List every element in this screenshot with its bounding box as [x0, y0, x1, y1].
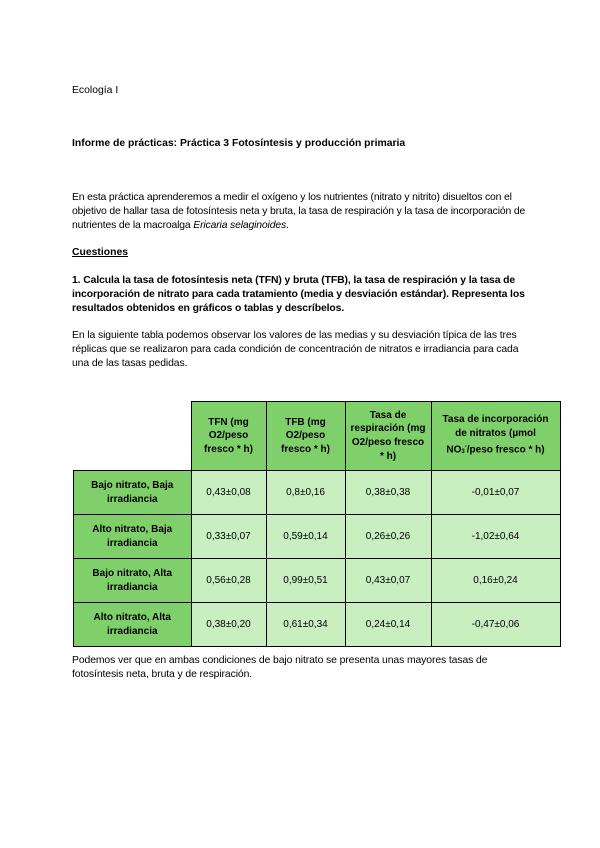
- results-table: [73, 401, 561, 647]
- cell-nitrate-uptake: 0,16±0,24: [431, 559, 560, 603]
- cell-tfb: 0,8±0,16: [266, 471, 345, 515]
- report-title: Informe de prácticas: Práctica 3 Fotosíntesis y producción primaria: [72, 138, 406, 149]
- header-nitrate-uptake-sub: 3: [461, 448, 465, 455]
- cell-tfn: 0,33±0,07: [191, 515, 266, 559]
- header-tfb: TFB (mg O2/peso fresco * h): [266, 402, 345, 471]
- header-nitrate-uptake: [431, 402, 560, 471]
- header-respiration: Tasa de respiración (mg O2/peso fresco * h): [345, 402, 431, 471]
- cell-nitrate-uptake: -0,01±0,07: [431, 471, 560, 515]
- section-heading: Cuestiones: [72, 247, 129, 258]
- cell-tfn: 0,56±0,28: [191, 559, 266, 603]
- row-label: Bajo nitrato, Baja irradiancia: [74, 471, 192, 515]
- cell-respiration: 0,43±0,07: [345, 559, 431, 603]
- cell-nitrate-uptake: -1,02±0,64: [431, 515, 560, 559]
- table-row: [74, 603, 561, 647]
- table-row: [74, 471, 561, 515]
- header-tfn: TFN (mg O2/peso fresco * h): [191, 402, 266, 471]
- table-row: [74, 559, 561, 603]
- cell-nitrate-uptake: -0,47±0,06: [431, 603, 560, 647]
- header-nitrate-uptake-sup: -: [464, 443, 467, 450]
- table-header-row: [74, 402, 561, 471]
- cell-respiration: 0,38±0,38: [345, 471, 431, 515]
- cell-tfb: 0,99±0,51: [266, 559, 345, 603]
- cell-respiration: 0,26±0,26: [345, 515, 431, 559]
- row-label: Bajo nitrato, Alta irradiancia: [74, 559, 192, 603]
- header-nitrate-uptake-a: Tasa de incorporación de nitratos (µmol NO: [442, 414, 549, 455]
- cell-tfn: 0,43±0,08: [191, 471, 266, 515]
- intro-text: En esta práctica aprenderemos a medir el oxígeno y los nutrientes (nitrato y nitrito) disueltos con el objetivo de hallar tasa de fotosíntesis neta y bruta, la tasa de respiración y la tasa de incorporación de nutrientes de la macroalga: [72, 192, 526, 232]
- table-description: En la siguiente tabla podemos observar los valores de las medias y su desviación típica de las tres réplicas que se realizaron para cada condición de concentración de nitratos e irradiancia para cada una de las tasas pedidas.: [72, 330, 519, 370]
- intro-paragraph: [72, 191, 530, 234]
- table-row: [74, 515, 561, 559]
- table-corner-cell: [74, 402, 192, 471]
- question-1: 1. Calcula la tasa de fotosíntesis neta (TFN) y bruta (TFB), la tasa de respiración y la tasa de incorporación de nitrato para cada tratamiento (media y desviación estándar). Representa los resultados obtenidos en gráficos o tablas y descríbelos.: [72, 275, 525, 315]
- row-label: Alto nitrato, Baja irradiancia: [74, 515, 192, 559]
- species-name: Ericaria selaginoides: [193, 220, 287, 232]
- cell-respiration: 0,24±0,14: [345, 603, 431, 647]
- header-nitrate-uptake-b: /peso fresco * h): [466, 443, 545, 455]
- conclusion-paragraph: Podemos ver que en ambas condiciones de bajo nitrato se presenta unas mayores tasas de fotosíntesis neta, bruta y de respiración.: [72, 655, 488, 681]
- cell-tfb: 0,61±0,34: [266, 603, 345, 647]
- cell-tfb: 0,59±0,14: [266, 515, 345, 559]
- course-name: Ecología I: [72, 85, 119, 96]
- intro-end: .: [286, 220, 289, 232]
- row-label: Alto nitrato, Alta irradiancia: [74, 603, 192, 647]
- cell-tfn: 0,38±0,20: [191, 603, 266, 647]
